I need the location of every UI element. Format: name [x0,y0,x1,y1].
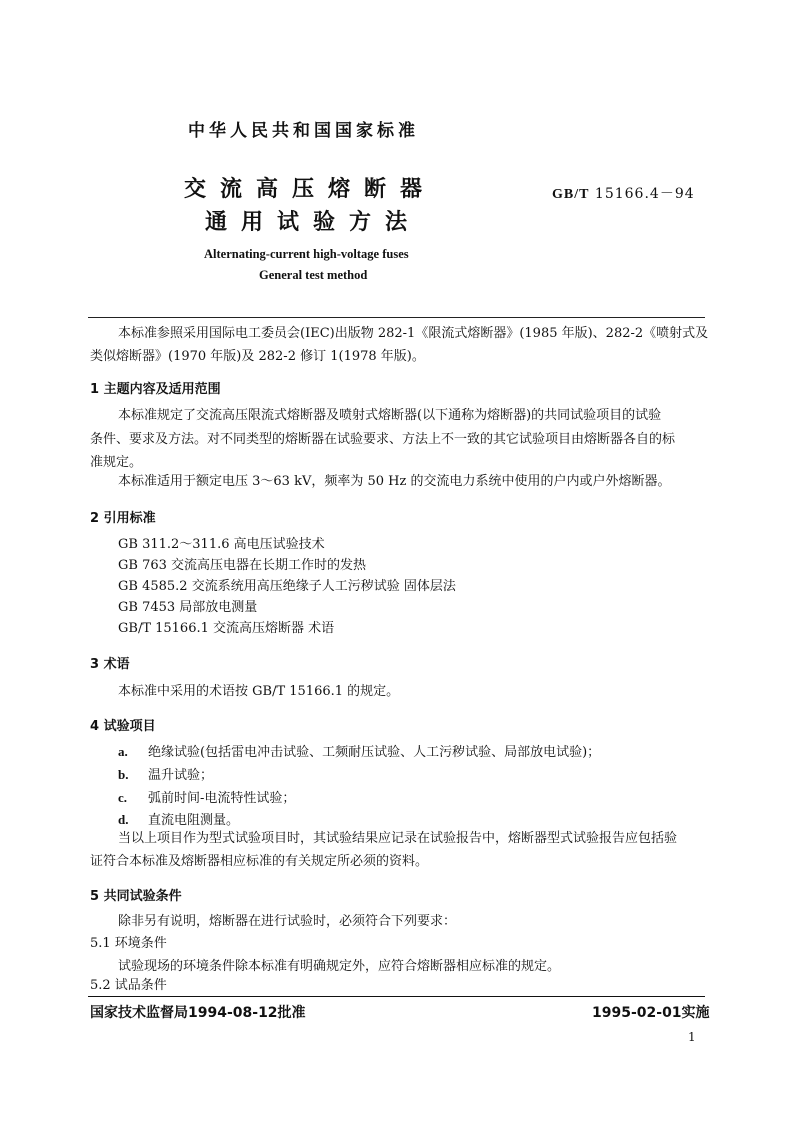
approval-date: 国家技术监督局1994-08-12批准 [90,1005,306,1021]
reference-item: GB 763 交流高压电器在长期工作时的发热 [118,558,367,573]
test-item-label: a. [118,744,128,759]
standard-title-line2: 通用试验方法 [205,210,422,235]
section5-1-p: 试验现场的环境条件除本标准有明确规定外，应符合熔断器相应标准的规定。 [118,959,561,974]
header-divider [88,317,705,318]
section5-1-heading: 5.1 环境条件 [90,936,167,951]
section3-p1: 本标准中采用的术语按 GB/T 15166.1 的规定。 [118,684,400,699]
standard-code-prefix: GB/T [552,187,590,202]
section5-p1: 除非另有说明，熔断器在进行试验时，必须符合下列要求： [118,914,457,929]
section3-heading: 3 术语 [90,657,130,672]
test-item-text: 直流电阻测量。 [148,813,240,828]
section1-heading: 1 主题内容及适用范围 [90,382,221,397]
test-item-label: d. [118,812,129,827]
reference-item: GB 311.2～311.6 高电压试验技术 [118,537,325,552]
section1-p2: 本标准适用于额定电压 3～63 kV，频率为 50 Hz 的交流电力系统中使用的户内或户外熔断器。 [118,474,671,489]
reference-item: GB/T 15166.1 交流高压熔断器 术语 [118,621,335,636]
section4-heading: 4 试验项目 [90,719,156,734]
standard-code-number: 15166.4－94 [594,186,695,202]
standard-title-line1: 交流高压熔断器 [184,177,437,202]
english-title-line2: General test method [259,268,368,282]
test-item-label: b. [118,767,129,782]
footer-divider [88,996,705,997]
section1-p1-line2: 条件、要求及方法。对不同类型的熔断器在试验要求、方法上不一致的其它试验项目由熔断器各自的标 [90,432,676,447]
page-number: 1 [688,1030,696,1044]
test-item-text: 绝缘试验(包括雷电冲击试验、工频耐压试验、人工污秽试验、局部放电试验)； [148,745,601,760]
national-standard-heading: 中华人民共和国国家标准 [188,121,419,141]
standard-code [552,183,695,203]
section5-2-heading: 5.2 试品条件 [90,978,167,993]
english-title-line1: Alternating-current high-voltage fuses [204,247,409,261]
section4-p-line1: 当以上项目作为型式试验项目时，其试验结果应记录在试验报告中，熔断器型式试验报告应包括验 [118,831,678,846]
section2-heading: 2 引用标准 [90,511,156,526]
test-item-text: 温升试验； [148,768,214,783]
test-item-a [118,740,600,765]
effective-date: 1995-02-01实施 [592,1005,710,1021]
test-item-label: c. [118,790,128,805]
intro-line1: 本标准参照采用国际电工委员会(IEC)出版物 282-1《限流式熔断器》(1985 年版)、282-2《喷射式及 [118,326,709,341]
intro-line2: 类似熔断器》(1970 年版)及 282-2 修订 1(1978 年版)。 [90,349,425,364]
reference-item: GB 7453 局部放电测量 [118,600,258,615]
section4-p-line2: 证符合本标准及熔断器相应标准的有关规定所必须的资料。 [90,854,429,869]
test-item-text: 弧前时间-电流特性试验； [148,791,296,806]
section1-p1-line1: 本标准规定了交流高压限流式熔断器及喷射式熔断器(以下通称为熔断器)的共同试验项目的试验 [118,408,662,423]
reference-item: GB 4585.2 交流系统用高压绝缘子人工污秽试验 固体层法 [118,579,456,594]
section5-heading: 5 共同试验条件 [90,889,182,904]
section1-p1-line3: 准规定。 [90,455,143,470]
test-item-b [118,763,213,788]
